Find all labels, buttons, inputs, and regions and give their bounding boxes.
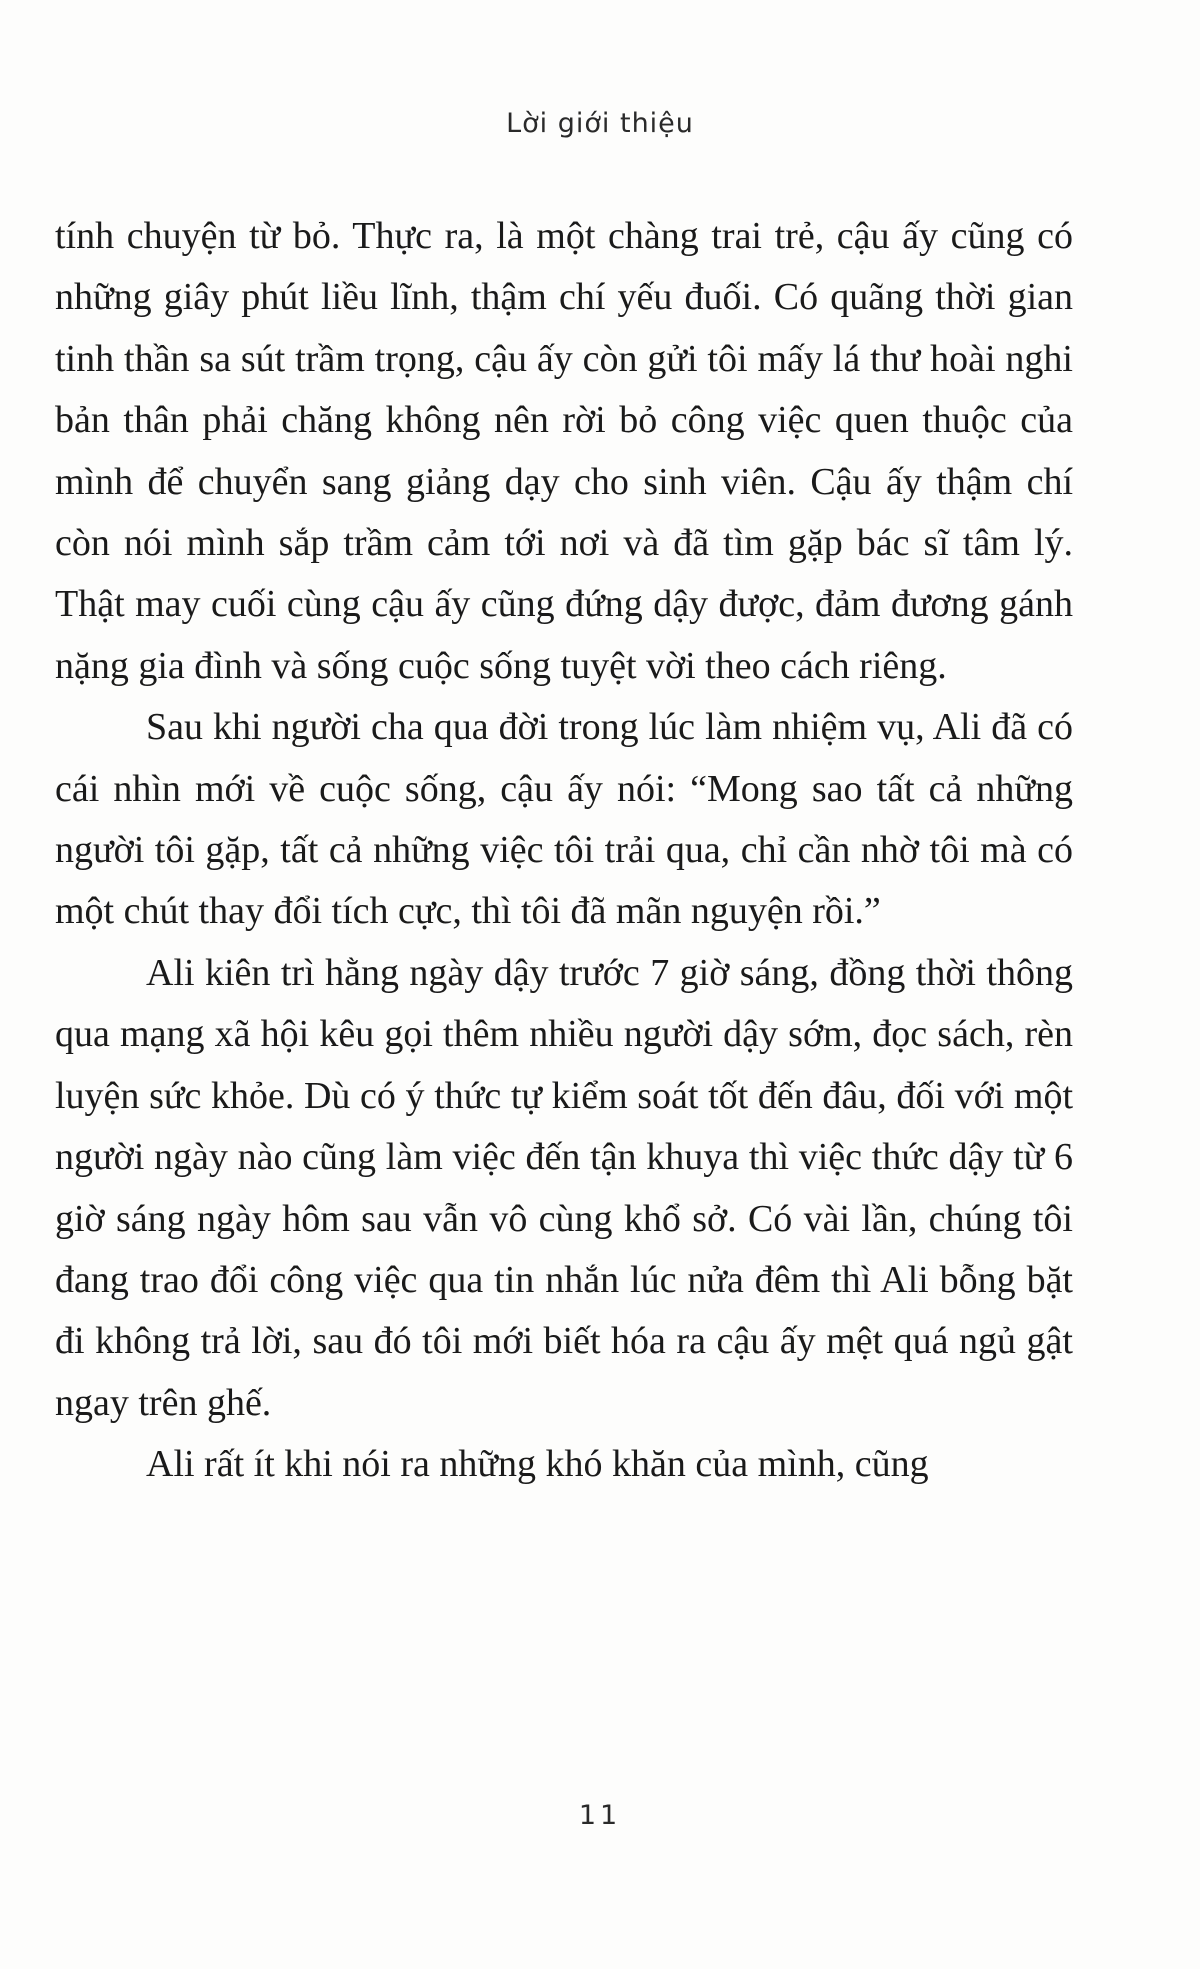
paragraph-father-passing: Sau khi người cha qua đời trong lúc làm nhiệm vụ, Ali đã có cái nhìn mới về cuộc sống, cậu ấy nói: “Mong sao tất cả những người tôi gặp, tất cả những việc tôi trải qua, chỉ cần nhờ tôi mà có một chút thay đổi tích cực, thì tôi đã mãn nguyện rồi.”: [55, 706, 1073, 933]
paragraph-difficulties: Ali rất ít khi nói ra những khó khăn của mình, cũng: [146, 1443, 929, 1486]
page-number: 11: [578, 1800, 622, 1831]
paragraph-continued: tính chuyện từ bỏ. Thực ra, là một chàng trai trẻ, cậu ấy cũng có những giây phút liều lĩnh, thậm chí yếu đuối. Có quãng thời gian tinh thần sa sút trầm trọng, cậu ấy còn gửi tôi mấy lá thư hoài nghi bản thân phải chăng không nên rời bỏ công việc quen thuộc của mình để chuyển sang giảng dạy cho sinh viên. Cậu ấy thậm chí còn nói mình sắp trầm cảm tới nơi và đã tìm gặp bác sĩ tâm lý. Thật may cuối cùng cậu ấy cũng đứng dậy được, đảm đương gánh nặng gia đình và sống cuộc sống tuyệt vời theo cách riêng.: [55, 215, 1073, 687]
running-head-title: Lời giới thiệu: [506, 108, 694, 139]
page-body-text: [55, 206, 1073, 1496]
paragraph-early-rising: Ali kiên trì hằng ngày dậy trước 7 giờ sáng, đồng thời thông qua mạng xã hội kêu gọi thêm nhiều người dậy sớm, đọc sách, rèn luyện sức khỏe. Dù có ý thức tự kiểm soát tốt đến đâu, đối với một người ngày nào cũng làm việc đến tận khuya thì việc thức dậy từ 6 giờ sáng ngày hôm sau vẫn vô cùng khổ sở. Có vài lần, chúng tôi đang trao đổi công việc qua tin nhắn lúc nửa đêm thì Ali bỗng bặt đi không trả lời, sau đó tôi mới biết hóa ra cậu ấy mệt quá ngủ gật ngay trên ghế.: [55, 951, 1073, 1424]
